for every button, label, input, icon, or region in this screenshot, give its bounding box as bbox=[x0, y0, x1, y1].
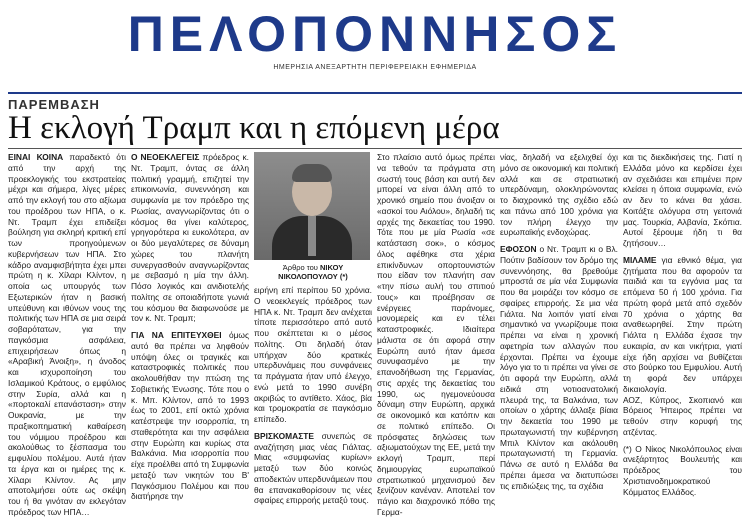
paragraph-lead: ΜΙΛΑΜΕ bbox=[623, 254, 657, 265]
article-column-1 bbox=[8, 152, 126, 518]
paragraph-text: για εθνικό θέμα, για ζητήματα που θα αφορούν τα παιδιά και τα εγγόνια μας τα επόμενα 50 ή 100 χρόνια. Για πρώτη φορά μετά από σχεδόν 70 χρόνια ο χάρτης θα αναθεωρηθεί. Στην πρώτη Γιάλτα η Ελλάδα έχασε την ευκαιρία, αν και νικήτρια, γιατί είχε ήδη αρχίσει να βυθίζεται στο βούρκο του Εμφυλίου. Αυτή τη φορά δεν υπάρχει δικαιολογία. bbox=[623, 254, 742, 394]
paragraph bbox=[131, 330, 249, 502]
article-column-6 bbox=[623, 152, 742, 497]
article-column-4 bbox=[377, 152, 495, 518]
paragraph-text: συνεπώς σε αναζήτηση μιας νέας Γιάλτας. Μιας «συμφωνίας κυρίων» μεταξύ των δύο κοινώς αποδεκτών υπερδυνάμεων που θα επανακαθορίσουν τις νέες σφαίρες επιρροής μεταξύ τους. bbox=[254, 430, 373, 506]
newspaper-subtitle: ΗΜΕΡΗΣΙΑ ΑΝΕΞΑΡΤΗΤΗ ΠΕΡΙΦΕΡΕΙΑΚΗ ΕΦΗΜΕΡΙΔΑ bbox=[273, 64, 477, 71]
paragraph-lead: ΕΦΟΣΟΝ bbox=[500, 244, 537, 254]
paragraph-text: Στο πλαίσιο αυτό όμως πρέπει να τεθούν τα πράγματα στη σωστή τους βάση και αυτή δεν μπορεί να είναι άλλη από το χρονικό σημείο που άνοιξαν οι «ασκοί του Αιόλου», δηλαδή τις αρχές της δεκαετίας του 1990. Τότε που με μία Ρωσία «σε κατάσταση σοκ», ο κόσμος όλος αφέθηκε στα χέρια επικίνδυνων οπορτουνιστών που είδαν τον πλανήτη σαν «την πίσω αυλή του σπιτιού τους» και προέβησαν σε ενέργειες παράνομες, μονομερείς και εν τέλει καταστροφικές. Ιδιαίτερα μάλιστα σε ότι αφορά στην Ευρώπη αυτό ήταν άμεσα συνυφασμένο με την επανοδήθωση της Γερμανίας, στις αρχές της δεκαετίας του 1990, ως ηγεμονεύουσα δύναμη στην Ευρώπη, αρχικά σε οικονομικό και κατόπιν και σε πολιτικό επίπεδο. Οι πρόσφατες δηλώσεις των αξιωματούχων της ΕΕ, μετά την εκλογή Τραμπ, περί δημιουργίας ευρωπαϊκού στρατιωτικού μηχανισμού δεν ξενίζουν κανέναν. Αποτελεί τον πάγιο και διαχρονικό πόθο της Γερμα- bbox=[377, 152, 495, 517]
paragraph bbox=[623, 255, 742, 395]
paragraph bbox=[254, 285, 372, 425]
headline-rule bbox=[8, 148, 742, 149]
paragraph bbox=[131, 152, 249, 324]
newspaper-title: ΠΕΛΟΠΟΝΝΗΣΟΣ bbox=[127, 6, 623, 62]
article-column-3 bbox=[254, 152, 372, 506]
paragraph-text: ειρήνη επί περίπου 50 χρόνια. Ο νεοεκλεγείς πρόεδρος των ΗΠΑ κ. Ντ. Τραμπ δεν ανέχεται τίποτε περισσότερο από αυτό που σκέπτεται κι ο μέσος πολίτης. Οτι δηλαδή όταν υπήρχαν δύο κρατικές υπερδυνάμεις που συνφάνειες τα πράγματα ήταν υπό έλεγχο, ενώ μετά το 1990 συνέβη ακριβώς το αντίθετο. Χάος, βία και τρομοκρατία σε παγκόσμιο επίπεδο. bbox=[254, 285, 372, 424]
paragraph-text: πρόεδρος κ. Ντ. Τραμπ, όντας σε άλλη πολιτική γραμμή, επιζητεί την επικοινωνία, συνεννόηση και συμφωνία με τον πρόεδρο της Ρωσίας, αναγνωρίζοντας ότι ο κόσμος θα γίνει καλύτερος, γρηγορότερα κι ευκολότερα, αν οι δύο μεγαλύτερες σε δύναμη χώρες του πλανήτη συνεργασθούν αναγνωρίζοντας με σεβασμό η μία την άλλη. Πόσο λογικός και ανιδιοτελής πολίτης σε οποιαδήποτε γωνιά του κόσμου θα διαφωνούσε με τον κ. Ντ. Τραμπ; bbox=[131, 152, 249, 324]
paragraph-text: και τις διεκδικήσεις της. Γιατί η Ελλάδα μόνο κα κερδίσει έχει αν σχεδιάσει και επιμένει πριν κλείσει η όποια συμφωνία, ενώ αν δεν το κάνει θα χάσει. Κοιτάξτε ολόγυρα στη γειτονιά μας. Τουρκία, Αλβανία, Σκόπια. Αυτοί ξέρουμε ήδη τι θα ζητήσουν… bbox=[623, 152, 742, 248]
article-column-2 bbox=[131, 152, 249, 502]
author-note bbox=[623, 444, 742, 498]
paragraph-lead: Ο ΝΕΟΕΚΛΕΓΕΙΣ bbox=[131, 152, 200, 162]
article-column-5 bbox=[500, 152, 618, 491]
paragraph bbox=[500, 152, 618, 238]
author-photo bbox=[254, 152, 370, 260]
paragraph bbox=[623, 395, 742, 438]
paragraph bbox=[623, 152, 742, 249]
paragraph-lead: ΒΡΙΣΚΟΜΑΣΤΕ bbox=[254, 430, 314, 441]
byline bbox=[254, 263, 372, 281]
photo-hair-shape bbox=[292, 164, 332, 182]
paragraph bbox=[254, 431, 372, 506]
photo-tie-shape bbox=[308, 216, 316, 256]
paragraph bbox=[377, 152, 495, 518]
section-label: ΠΑΡΕΜΒΑΣΗ bbox=[8, 97, 100, 112]
paragraph-text: νίας, δηλαδή να εξελιχθεί όχι μόνο σε οικονομική και πολιτική αλλά και σε στρατιωτική υπερδύναμη, ολοκληρώνοντας το διαχρονικό της σχέδιο εδώ και πάνω από 100 χρόνια για τον πλήρη έλεγχο την ευρωπαϊκής ενδοχώρας. bbox=[500, 152, 618, 238]
paragraph bbox=[500, 244, 618, 491]
masthead bbox=[0, 0, 750, 80]
paragraph-text: όμως αυτό θα πρέπει να ληφθούν υπόψη όλες οι τραγικές και καταστροφικές πολιτικές που ακολουθήθαν την πτώση της Σοβιετικής Ένωσης. Τότε που ο κ. Μπ. Κλίντον, από το 1993 έως το 2001, επί οκτώ χρόνια κατέστρεψε την ισορροπία, τη σταθερότητα και την ασφάλεια στην Ευρώπη και κυρίως στα Βαλκάνια. Μια ισορροπία που είχε προέλθει από τη Συμφωνία μεταξύ των νικητών του Β' Παγκόσμιου Πολέμου και που διατήρησε την bbox=[131, 330, 249, 502]
paragraph-lead: ΓΙΑ ΝΑ ΕΠΙΤΕΥΧΘΕΙ bbox=[131, 330, 222, 340]
paragraph-text: ο Ντ. Τραμπ κι ο Βλ. Πούτιν βαδίσουν τον δρόμο της συνεννόησης, θα βρεθούμε μπροστά σε μία νέα Συμφωνία που θα μοιράζει τον κόσμο σε σφαίρες επιρροής. Σε μια νέα Γιάλτα. Να λοιπόν γιατί είναι σημαντικό να γνωρίζουμε ποια πρέπει να είναι η χρονική αφετηρία των αλλαγών που έρχονται. Πρέπει να έχουμε λόγο για το τι πρέπει να γίνει σε ότι αφορά την Ευρώπη, αλλά ειδικά στη νοτιοανατολική πλευρά της, τα Βαλκάνια, των οποίων ο χάρτης άλλαξε βίαια την δεκαετία του 1990 με πρωταγωνιστή την κυβέρνηση Μπιλ Κλίντον και ακόλουθη πρωταγωνιστή τη Γερμανία. Πάνω σε αυτό η Ελλάδα θα πρέπει άμεσα να διατυπώσει τις επιδιώξεις της, τα σχέδια bbox=[500, 244, 618, 491]
byline-prefix: Άρθρο του bbox=[282, 263, 318, 272]
byline-author: ΝΙΚΟΥ ΝΙΚΟΛΟΠΟΥΛΟΥ (*) bbox=[278, 263, 348, 281]
paragraph-text: ΑΟΖ, Κύπρος, Σκοπιανό και Βόρειος Ήπειρος πρέπει να τεθούν στην κορυφή της ατζέντας. bbox=[623, 394, 742, 437]
author-note-text: (*) Ο Νίκος Νικολόπουλος είναι ανεξάρτητος Βουλευτής και πρόεδρος του Χριστιανοδημοκρατικού Κόμματος Ελλάδος. bbox=[623, 443, 742, 497]
paragraph-lead: ΕΙΝΑΙ ΚΟΙΝΑ bbox=[8, 152, 64, 162]
paragraph-text: παραδεκτό ότι από την αρχή της προεκλογικής του εκστρατείας μέχρι και σήμερα, λίγες μέρες από την εκλογή του στο αξίωμα του προέδρου των ΗΠΑ, ο κ. Ντ. Τραμπ έχει επιδείξει βούληση για σκληρή κριτική επί των προηγούμενων κυβερνήσεων των ΗΠΑ. Στο κάδρο αναμφισβήτητα έχει μπει πρώτη η κ. Χίλαρι Κλίντον, η οποία ως υπουργός των Εξωτερικών ήταν η βασική υπεύθυνη και ιθύνων νους της πολιτικής των ΗΠΑ σε μια σειρά σοβαρότατων, για την παγκόσμια ασφάλεια, επιχειρήσεων όπως η «Αραβική Άνοιξη», η άνοδος και ισχυροποίηση του Ισλαμικού Κράτους, ο εμφύλιος στην Συρία, αλλά και η «πορτοκαλί επανάσταση» στην Ουκρανία, με την πραξικοπηματική καθαίρεση του νόμιμου προέδρου και ακολούθως το ξέσπασμα του εμφυλίου πολέμου. Αυτά ήταν τα έργα και οι ημέρες της κ. Χίλαρι Κλίντον. Ας μην αποτολμήσει ούτε ως σκέψη του ή θα γινόταν αν εκλεγόταν πρόεδρος των ΗΠΑ… bbox=[8, 152, 126, 517]
section-rule-top bbox=[8, 92, 742, 94]
article-headline: Η εκλογή Τραμπ και η επόμενη μέρα bbox=[8, 110, 500, 146]
paragraph bbox=[8, 152, 126, 518]
